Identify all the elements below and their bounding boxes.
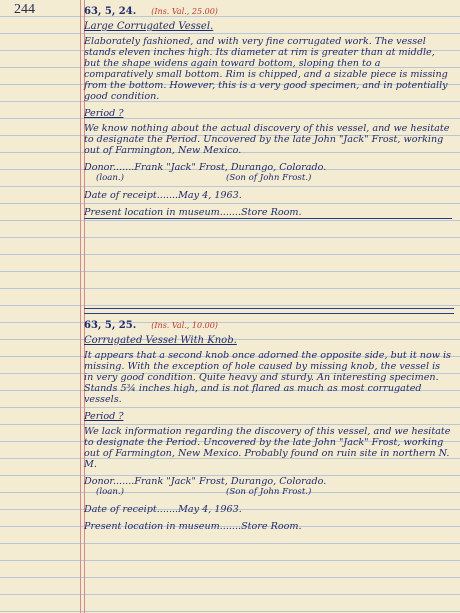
insurance-valuation: (Ins. Val., 25.00) — [151, 7, 218, 16]
receipt-value: May 4, 1963. — [178, 190, 242, 201]
receipt-row — [84, 504, 452, 515]
margin-line-left — [80, 0, 81, 613]
donor-notes — [84, 173, 452, 184]
donor-value: Frank "Jack" Frost, Durango, Colorado. — [134, 476, 327, 487]
period-label: Period ? — [84, 108, 124, 119]
receipt-value: May 4, 1963. — [178, 504, 242, 515]
entry-description: It appears that a second knob once adorned the opposite side, but it now is missing. With the exception of hole caused by missing knob, the vessel is in very good condition. Quite heavy and sturdy. An interesting specimen. Stands 5¾ inches high, and is not flared as much as most corrugated vessels. — [84, 350, 451, 405]
page-number: 244 — [14, 2, 35, 17]
entry-header — [84, 320, 452, 331]
location-row — [84, 207, 452, 219]
location-label: Present location in museum....... — [84, 207, 242, 218]
entry-title: Corrugated Vessel With Knob. — [84, 335, 237, 346]
donor-label: Donor....... — [84, 476, 135, 487]
donor-note-relation: (Son of John Frost.) — [226, 487, 312, 497]
entry-title: Large Corrugated Vessel. — [84, 21, 214, 32]
period-text: We lack information regarding the discovery of this vessel, and we hesitate to designate the Period. Uncovered by the late John "Jack" Frost, working out of Farmington, New Mexico. Probably found on ruin site in northern N. M. — [84, 426, 451, 470]
donor-note-loan: (loan.) — [96, 487, 125, 497]
period-text: We know nothing about the actual discovery of this vessel, and we hesitate to designate the Period. Uncovered by the late John "Jack" Frost, working out of Farmington, New Mexico. — [84, 123, 450, 156]
donor-label: Donor....... — [84, 162, 135, 173]
catalog-number: 63, 5, 25. — [84, 320, 137, 331]
catalog-number: 63, 5, 24. — [84, 6, 137, 17]
location-value: Store Room. — [241, 207, 302, 218]
donor-note-relation: (Son of John Frost.) — [226, 173, 312, 183]
donor-row — [84, 162, 452, 173]
receipt-label: Date of receipt....... — [84, 504, 179, 515]
catalog-entry-1 — [84, 6, 452, 219]
donor-note-loan: (loan.) — [96, 173, 125, 183]
receipt-row — [84, 190, 452, 201]
entry-header — [84, 6, 452, 17]
period-label: Period ? — [84, 411, 124, 422]
entry-divider — [84, 308, 454, 314]
insurance-valuation: (Ins. Val., 10.00) — [151, 321, 218, 330]
donor-notes — [84, 487, 452, 498]
receipt-label: Date of receipt....... — [84, 190, 179, 201]
donor-row — [84, 476, 452, 487]
location-row — [84, 521, 452, 532]
catalog-entry-2 — [84, 320, 452, 532]
entry-description: Elaborately fashioned, and with very fine corrugated work. The vessel stands eleven inches high. Its diameter at rim is greater than at middle, but the shape widens again toward bottom, sloping then to a comparatively small bottom. Rim is chipped, and a sizable piece is missing from the bottom. However, this is a very good specimen, and in potentially good condition. — [84, 36, 448, 102]
location-value: Store Room. — [241, 521, 302, 532]
donor-value: Frank "Jack" Frost, Durango, Colorado. — [134, 162, 327, 173]
location-label: Present location in museum....... — [84, 521, 242, 532]
